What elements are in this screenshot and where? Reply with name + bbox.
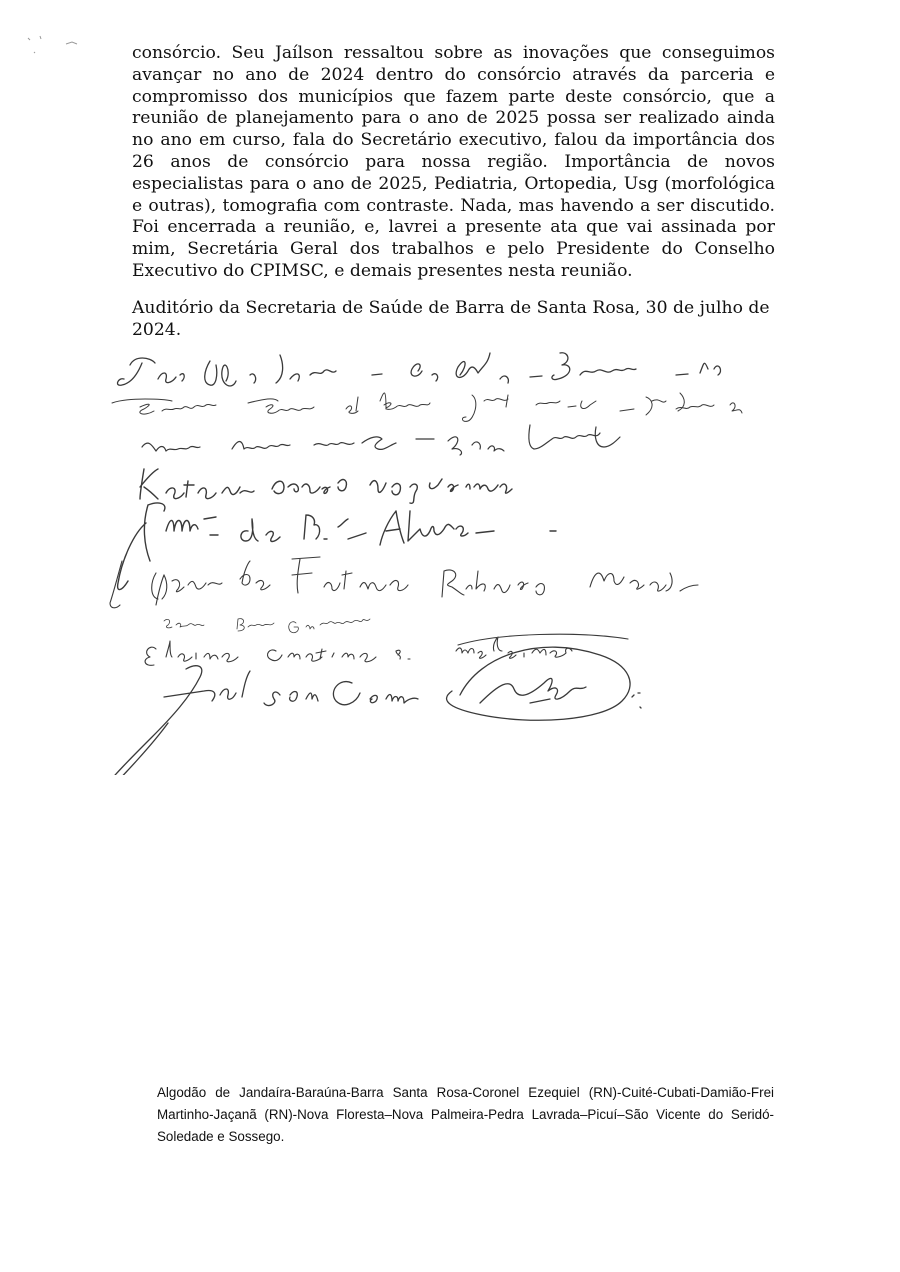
signature-5 [118, 503, 556, 590]
signature-6 [110, 557, 698, 608]
signature-9 [98, 647, 641, 775]
signature-8 [145, 634, 628, 665]
minutes-body-paragraph: consórcio. Seu Jaílson ressaltou sobre as inovações que conseguimos avançar no ano de 2024 dentro do consórcio através da parceria e compromisso dos municípios que fazem parte deste consórcio, que a reunião de planejamento para o ano de 2025 possa ser realizado ainda no ano em curso, fala do Secretário executivo, falou da importância dos 26 anos de consórcio para nossa região. Importância de novos especialistas para o ano de 2025, Pediatria, Ortopedia, Usg (morfológica e outras), tomografia com contraste. Nada, mas havendo a ser discutido. Foi encerrada a reunião, e, lavrei a presente ata que vai assinada por mim, Secretária Geral dos trabalhos e pelo Presidente do Conselho Executivo do CPIMSC, e demais presentes nesta reunião. [132, 43, 775, 281]
signature-2 [112, 393, 742, 421]
signature-1 [118, 353, 721, 386]
signature-3 [142, 425, 620, 455]
footer-municipalities: Algodão de Jandaíra-Baraúna-Barra Santa Rosa-Coronel Ezequiel (RN)-Cuité-Cubati-Damião-Frei Martinho-Jaçanã (RN)-Nova Floresta–Nova Palmeira-Pedra Lavrada–Picuí–São Vicente do Seridó-Soledade e Sossego. [157, 1085, 774, 1144]
signatures-block [80, 335, 840, 775]
signature-4 [140, 469, 512, 503]
signature-7 [164, 619, 370, 633]
scan-marks [18, 30, 98, 80]
location-date: Auditório da Secretaria de Saúde de Barra de Santa Rosa, 30 de julho de 2024. [132, 298, 770, 340]
